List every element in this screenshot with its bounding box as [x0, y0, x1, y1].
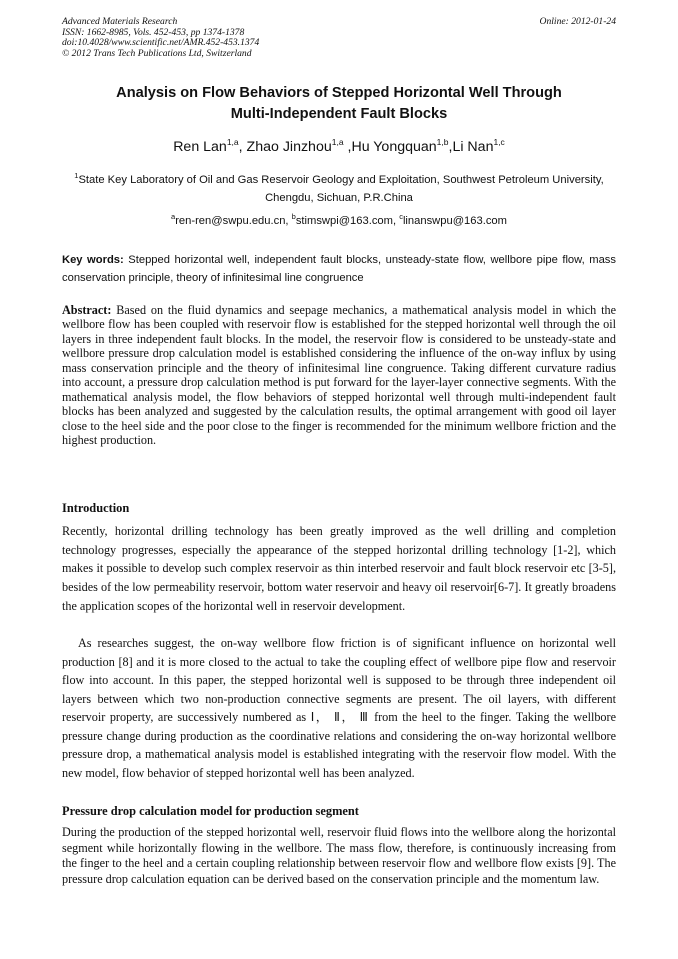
section-heading-introduction: Introduction [62, 501, 130, 515]
title-line-1: Analysis on Flow Behaviors of Stepped Horizontal Well Through [116, 85, 562, 101]
email-sup: a [171, 212, 176, 221]
abstract-text: Based on the fluid dynamics and seepage mechanics, a mathematical analysis model in which the wellbore flow has been coupled with reservoir flow is established for the stepped horizontal well through the oil layers in three independent fault blocks. In the model, the reservoir flow is considered to be unsteady-state and wellbore pressure drop calculation model is established considering the influence of the on-way influx by using mass conservation principle and the theory of infinitesimal line congruence. Taking different curvature radius into account, a pressure drop calculation method is put forward for the layer-layer connective segments. With the mathematical analysis model, the flow behaviors of stepped horizontal well through multi-independent fault blocks has been analyzed and suggested by the calculation results, the optimal arrangement with good oil layer close to the heel side and the poor close to the finger is recommended for the minimum wellbore friction and the highest production. [62, 303, 616, 448]
journal-name: Advanced Materials Research [62, 16, 178, 27]
email-list [62, 213, 616, 230]
abstract-label: Abstract: [62, 303, 112, 317]
title-line-2: Multi-Independent Fault Blocks [230, 106, 448, 122]
email-sup: b [291, 212, 296, 221]
intro-paragraph-2: As researches suggest, the on-way wellbore flow friction is of significant influence on horizontal well production [8] and it is more closed to the actual to take the coupling effect of wellbore pipe flow and reservoir flow into account. In this paper, the stepped horizontal well is supposed to be through three independent oil layers between which two non-production connective segments are present. The oil layers, with different reservoir property, are successively numbered as Ⅰ， Ⅱ， Ⅲ from the heel to the finger. Taking the wellbore pressure change during production as the coordinative relations and considering the on-way horizontal wellbore pressure drop, a mathematical analysis model is established integrating with the reservoir flow model. With the new model, flow behavior of stepped horizontal well has been analyzed. [62, 636, 616, 780]
abstract-block [62, 303, 616, 448]
author-sup: 1,a [331, 137, 344, 147]
doi-line[interactable]: doi:10.4028/www.scientific.net/AMR.452-453.1374 [62, 37, 260, 49]
author-name: Li Nan [452, 139, 494, 155]
email-address[interactable]: ren-ren@swpu.edu.cn, [175, 215, 292, 227]
affiliation-sup: 1 [74, 171, 79, 180]
keywords-block [62, 252, 616, 287]
intro-paragraph-1: Recently, horizontal drilling technology has been greatly improved as the well drilling and completion technology progresses, especially the appearance of the stepped horizontal drilling technology [1-2], which makes it possible to develop such complex reservoir as thin interbed reservoir and fault block reservoir etc [3-5], besides of the low permeability reservoir, bottom water reservoir and heavy oil reservoir[6-7]. It greatly broadens the application scopes of the horizontal well in reservoir development. [62, 524, 616, 613]
author-sep: , [238, 139, 247, 155]
author-list [62, 138, 616, 156]
copyright-line: © 2012 Trans Tech Publications Ltd, Switzerland [62, 47, 252, 59]
author-sep: , [448, 139, 453, 155]
author-sep: , [343, 139, 352, 155]
pressure-paragraph-1: During the production of the stepped horizontal well, reservoir fluid flows into the wellbore along the horizontal segment while horizontally flowing in the wellbore. The mass flow, therefore, is continuously increasing from the finger to the heel and a certain coupling relationship between reservoir flow and wellbore flow exists [9]. The pressure drop calculation equation can be derived based on the conservation principle and the momentum law. [62, 825, 616, 886]
author-name: Hu Yongquan [351, 139, 437, 155]
author-sup: 1,a [226, 137, 239, 147]
email-address[interactable]: stimswpi@163.com, [295, 215, 400, 227]
email-sup: c [399, 212, 403, 221]
section-heading-pressure-drop: Pressure drop calculation model for production segment [62, 804, 359, 818]
keywords-text: Stepped horizontal well, independent fault blocks, unsteady-state flow, wellbore pipe flow, mass conservation principle, theory of infinitesimal line congruence [62, 254, 616, 284]
paper-title [62, 83, 616, 125]
email-address[interactable]: linanswpu@163.com [402, 215, 507, 227]
author-name: Zhao Jinzhou [246, 139, 332, 155]
journal-header [62, 17, 616, 59]
author-name: Ren Lan [173, 139, 227, 155]
keywords-label: Key words: [62, 254, 124, 266]
affiliation [62, 172, 616, 207]
author-sup: 1,c [493, 137, 505, 147]
author-sup: 1,b [436, 137, 449, 147]
issn-line: ISSN: 1662-8985, Vols. 452-453, pp 1374-1378 [62, 26, 245, 38]
affiliation-text: State Key Laboratory of Oil and Gas Reservoir Geology and Exploitation, Southwest Petroleum University, Chengdu, Sichuan, P.R.China [78, 174, 604, 204]
online-date: Online: 2012-01-24 [539, 16, 616, 27]
